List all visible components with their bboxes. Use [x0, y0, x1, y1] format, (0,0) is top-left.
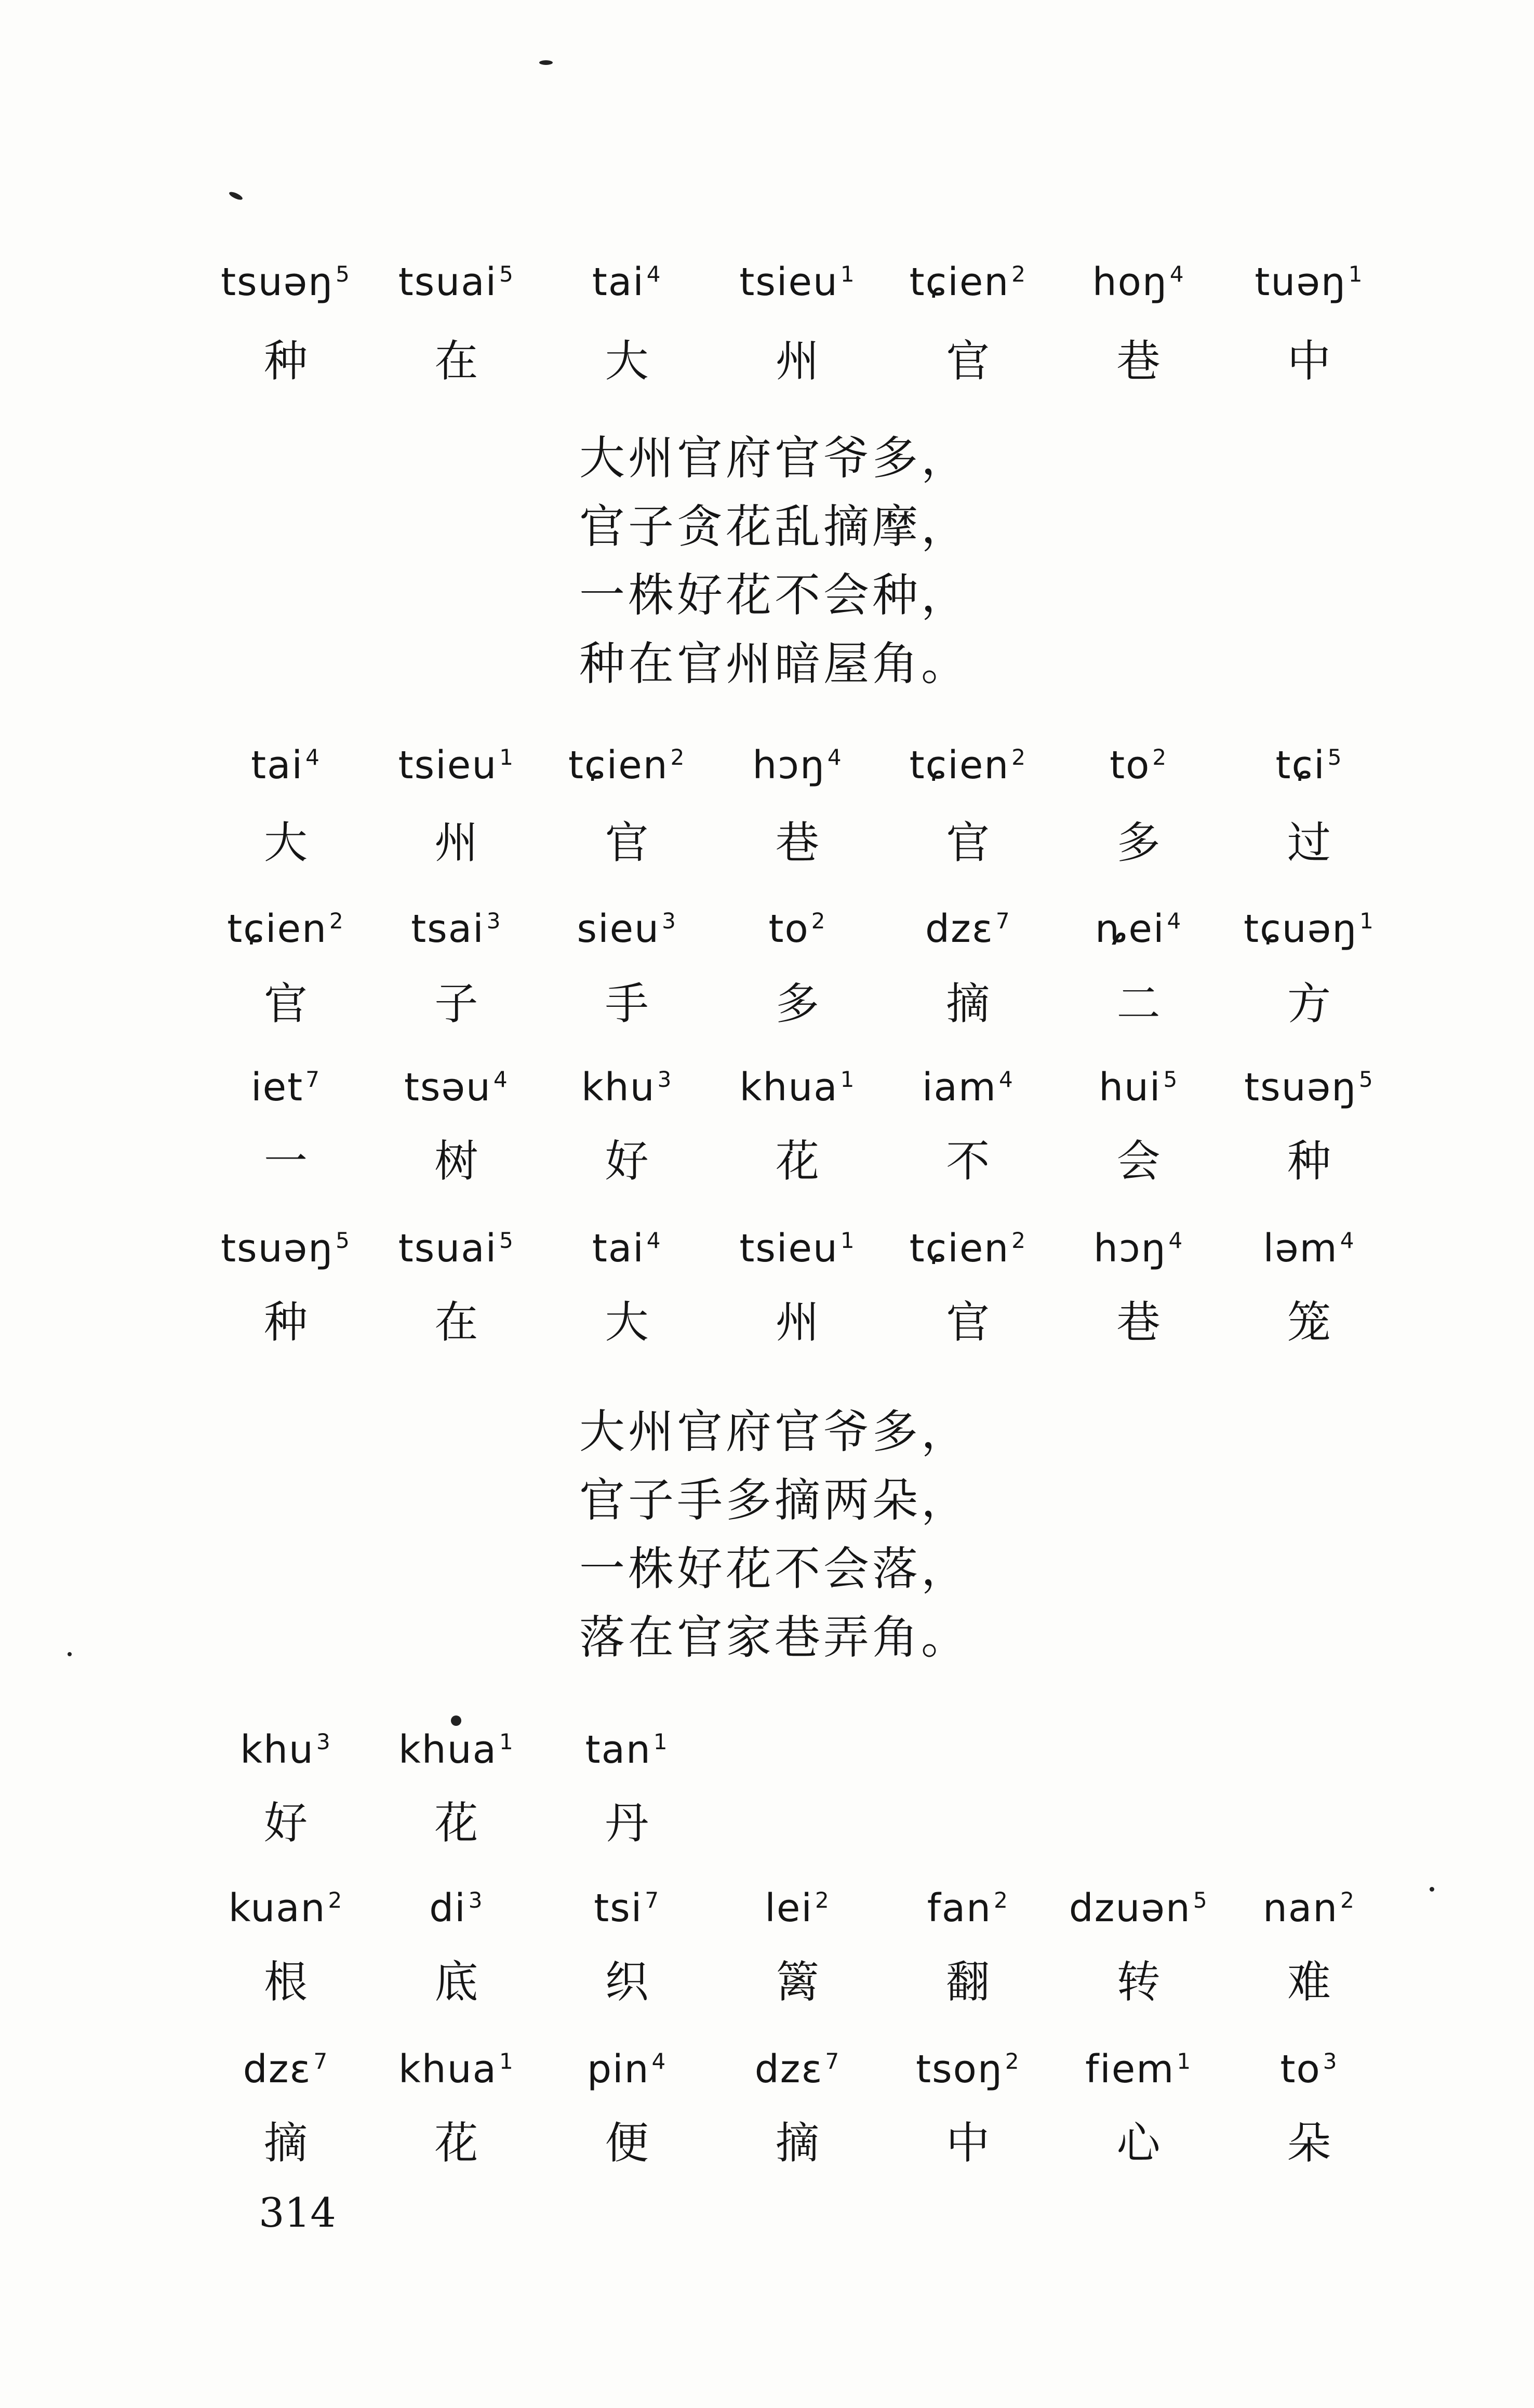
romanized-syllable [1231, 743, 1387, 788]
romanization-row [208, 743, 1387, 788]
verse-line: 落在官家巷弄角。 [579, 1611, 970, 1664]
syllable-text: tsieu [739, 260, 838, 304]
syllable-text: tsuəŋ [221, 1226, 334, 1271]
romanized-syllable [1231, 907, 1387, 951]
tone-number: 4 [827, 744, 843, 770]
tone-number: 2 [329, 908, 344, 934]
chinese-character: 大 [605, 336, 649, 387]
syllable-text: tɕi [1275, 743, 1326, 788]
chinese-character: 花 [434, 2118, 478, 2168]
tone-number: 4 [493, 1067, 509, 1092]
chinese-character: 好 [263, 1798, 308, 1848]
empty-cell [1061, 1727, 1217, 1772]
syllable-text: dzɛ [925, 907, 994, 951]
syllable-text: dzɛ [754, 2047, 823, 2092]
chinese-character: 官 [946, 336, 990, 387]
romanized-syllable [719, 743, 875, 788]
tone-number: 1 [1359, 908, 1375, 934]
syllable-text: tsuəŋ [221, 260, 334, 304]
syllable-text: tsuai [398, 260, 498, 304]
chinese-character: 巷 [775, 817, 819, 868]
chinese-character: 官 [605, 817, 649, 868]
romanized-syllable [1061, 2047, 1217, 2092]
tone-number: 1 [1177, 2048, 1192, 2074]
verse-line: 大州官府官爷多， [579, 431, 970, 485]
chinese-character: 官 [946, 1297, 990, 1348]
romanized-syllable [1231, 1886, 1387, 1931]
tone-number: 3 [468, 1887, 484, 1913]
tone-number: 2 [1011, 744, 1027, 770]
tone-number: 4 [651, 2048, 667, 2074]
empty-cell [719, 1788, 875, 1851]
romanized-syllable [208, 907, 364, 951]
syllable-text: tsi [594, 1886, 643, 1931]
romanized-syllable [719, 1226, 875, 1271]
verse-line: 官子手多摘两朵， [579, 1473, 970, 1527]
chinese-character: 篱 [775, 1957, 819, 2007]
romanized-syllable [208, 1727, 364, 1772]
romanized-syllable [378, 260, 534, 304]
tone-number: 5 [1359, 1067, 1374, 1092]
syllable-text: tɕien [227, 907, 327, 951]
chinese-character: 官 [946, 817, 990, 868]
romanized-syllable [208, 743, 364, 788]
syllable-text: tsai [411, 907, 485, 951]
syllable-text: hɔŋ [1093, 1226, 1167, 1271]
romanized-syllable [549, 1065, 705, 1110]
page-number: 314 [259, 2190, 336, 2237]
romanized-syllable [719, 2047, 875, 2092]
romanized-syllable [378, 2047, 534, 2092]
verse-line: 一株好花不会落， [579, 1542, 970, 1595]
tone-number: 4 [998, 1067, 1014, 1092]
romanized-syllable [1061, 1886, 1217, 1931]
syllable-text: to [1280, 2047, 1321, 2092]
romanized-syllable [208, 1065, 364, 1110]
syllable-text: tsieu [739, 1226, 838, 1271]
tone-number: 7 [995, 908, 1011, 934]
tone-number: 1 [499, 744, 514, 770]
tone-number: 2 [328, 1887, 343, 1913]
romanized-syllable [549, 907, 705, 951]
syllable-text: dzuən [1069, 1886, 1191, 1931]
romanized-syllable [1061, 260, 1217, 304]
chinese-character: 大 [263, 817, 308, 868]
romanized-syllable [890, 1226, 1046, 1271]
character-row [208, 1788, 1387, 1851]
syllable-text: khu [581, 1065, 656, 1110]
romanized-syllable [549, 1886, 705, 1931]
syllable-text: fiem [1085, 2047, 1175, 2092]
chinese-character: 子 [434, 978, 478, 1029]
romanization-row [208, 907, 1387, 951]
tone-number: 1 [840, 261, 856, 287]
syllable-text: iet [251, 1065, 304, 1110]
chinese-character: 巷 [1116, 336, 1160, 387]
syllable-text: khu [240, 1727, 314, 1772]
syllable-text: nan [1263, 1886, 1339, 1931]
tone-number: 2 [811, 908, 826, 934]
romanization-row [208, 1886, 1387, 1931]
character-row [208, 1947, 1387, 2010]
romanized-syllable [890, 743, 1046, 788]
syllable-text: khua [739, 1065, 838, 1110]
ink-speck [228, 191, 244, 202]
tone-number: 5 [1327, 744, 1343, 770]
empty-cell [1061, 1788, 1217, 1851]
romanized-syllable [378, 907, 534, 951]
chinese-character: 丹 [605, 1798, 649, 1848]
syllable-text: to [768, 907, 809, 951]
chinese-character: 种 [263, 1297, 308, 1348]
tone-number: 2 [994, 1887, 1009, 1913]
chinese-character: 朵 [1287, 2118, 1331, 2168]
chinese-character: 织 [605, 1957, 649, 2007]
tone-number: 5 [499, 1228, 514, 1253]
romanized-syllable [378, 1226, 534, 1271]
romanized-syllable [208, 1886, 364, 1931]
romanized-syllable [378, 743, 534, 788]
romanized-syllable [549, 2047, 705, 2092]
syllable-text: tsəu [404, 1065, 491, 1110]
empty-cell [1231, 1727, 1387, 1772]
tone-number: 2 [670, 744, 686, 770]
romanized-syllable [890, 907, 1046, 951]
character-row [208, 808, 1387, 871]
tone-number: 2 [815, 1887, 830, 1913]
verse-line: 大州官府官爷多， [579, 1405, 970, 1458]
tone-number: 7 [825, 2048, 841, 2074]
tone-number: 1 [499, 2048, 514, 2074]
empty-cell [719, 1727, 875, 1772]
romanization-row [208, 2047, 1387, 2092]
chinese-character: 摘 [946, 978, 990, 1029]
romanized-syllable [719, 1065, 875, 1110]
chinese-character: 州 [434, 817, 478, 868]
chinese-character: 方 [1287, 978, 1331, 1029]
tone-number: 2 [1340, 1887, 1355, 1913]
syllable-text: tai [592, 1226, 645, 1271]
chinese-character: 难 [1287, 1957, 1331, 2007]
syllable-text: tsoŋ [916, 2047, 1003, 2092]
chinese-character: 摘 [775, 2118, 819, 2168]
chinese-character: 巷 [1116, 1297, 1160, 1348]
romanized-syllable [1061, 1226, 1217, 1271]
syllable-text: lei [765, 1886, 813, 1931]
romanized-syllable [890, 1886, 1046, 1931]
syllable-text: hui [1099, 1065, 1162, 1110]
romanized-syllable [1231, 1065, 1387, 1110]
romanized-syllable [378, 1065, 534, 1110]
syllable-text: tɕien [568, 743, 669, 788]
syllable-text: fan [927, 1886, 992, 1931]
syllable-text: to [1110, 743, 1151, 788]
romanized-syllable [890, 1065, 1046, 1110]
verse-line: 官子贪花乱摘摩， [579, 500, 970, 553]
verse-stanza [579, 1398, 970, 1672]
chinese-character: 会 [1116, 1136, 1160, 1187]
tone-number: 2 [1152, 744, 1168, 770]
romanized-syllable [1231, 260, 1387, 304]
romanized-syllable [1061, 907, 1217, 951]
chinese-character: 多 [1116, 817, 1160, 868]
tone-number: 4 [646, 261, 662, 287]
chinese-character: 树 [434, 1136, 478, 1187]
romanization-row [208, 260, 1387, 304]
romanized-syllable [378, 1886, 534, 1931]
tone-number: 4 [646, 1228, 662, 1253]
romanized-syllable [890, 260, 1046, 304]
chinese-character: 多 [775, 978, 819, 1029]
syllable-text: tai [251, 743, 304, 788]
tone-number: 3 [657, 1067, 673, 1092]
syllable-text: kuan [228, 1886, 326, 1931]
tone-number: 1 [499, 1729, 514, 1754]
syllable-text: tai [592, 260, 645, 304]
empty-cell [1231, 1788, 1387, 1851]
tone-number: 7 [305, 1067, 321, 1092]
character-row [208, 2108, 1387, 2171]
syllable-text: sieu [577, 907, 660, 951]
tone-number: 3 [316, 1729, 331, 1754]
tone-number: 5 [1163, 1067, 1179, 1092]
tone-number: 2 [1011, 1228, 1027, 1253]
syllable-text: dzɛ [243, 2047, 312, 2092]
character-row [208, 969, 1387, 1032]
tone-number: 1 [840, 1228, 856, 1253]
character-row [208, 1126, 1387, 1189]
tone-number: 1 [840, 1067, 856, 1092]
empty-cell [890, 1727, 1046, 1772]
chinese-character: 官 [263, 978, 308, 1029]
romanized-syllable [378, 1727, 534, 1772]
romanization-row [208, 1065, 1387, 1110]
romanized-syllable [549, 260, 705, 304]
chinese-character: 花 [775, 1136, 819, 1187]
verse-line: 种在官州暗屋角。 [579, 637, 970, 690]
romanized-syllable [719, 1886, 875, 1931]
character-row [208, 1287, 1387, 1350]
romanized-syllable [1061, 743, 1217, 788]
syllable-text: tsuai [398, 1226, 498, 1271]
tone-number: 2 [1005, 2048, 1020, 2074]
syllable-text: tuəŋ [1255, 260, 1346, 304]
tone-number: 7 [645, 1887, 660, 1913]
ink-speck [68, 1652, 72, 1656]
chinese-character: 手 [605, 978, 649, 1029]
romanized-syllable [208, 260, 364, 304]
chinese-character: 大 [605, 1297, 649, 1348]
syllable-text: tɕuəŋ [1244, 907, 1358, 951]
tone-number: 4 [1169, 261, 1185, 287]
syllable-text: di [429, 1886, 466, 1931]
romanization-row [208, 1727, 1387, 1772]
tone-number: 2 [1011, 261, 1027, 287]
character-row [208, 326, 1387, 389]
chinese-character: 翻 [946, 1957, 990, 2007]
tone-number: 3 [486, 908, 502, 934]
romanized-syllable [719, 907, 875, 951]
syllable-text: hɔŋ [752, 743, 825, 788]
tone-number: 1 [653, 1729, 669, 1754]
romanized-syllable [1231, 1226, 1387, 1271]
romanized-syllable [1061, 1065, 1217, 1110]
syllable-text: ləm [1263, 1226, 1338, 1271]
chinese-character: 一 [263, 1136, 308, 1187]
romanized-syllable [719, 260, 875, 304]
romanized-syllable [549, 1226, 705, 1271]
syllable-text: tɕien [909, 1226, 1010, 1271]
tone-number: 4 [1168, 1228, 1184, 1253]
chinese-character: 二 [1116, 978, 1160, 1029]
syllable-text: tɕien [909, 743, 1010, 788]
syllable-text: iam [922, 1065, 997, 1110]
chinese-character: 中 [946, 2118, 990, 2168]
chinese-character: 州 [775, 1297, 819, 1348]
chinese-character: 种 [1287, 1136, 1331, 1187]
romanized-syllable [549, 743, 705, 788]
tone-number: 3 [662, 908, 677, 934]
chinese-character: 种 [263, 336, 308, 387]
ink-speck [451, 1715, 461, 1726]
ink-speck [1430, 1887, 1434, 1892]
tone-number: 1 [1348, 261, 1364, 287]
romanized-syllable [1231, 2047, 1387, 2092]
chinese-character: 心 [1116, 2118, 1160, 2168]
chinese-character: 州 [775, 336, 819, 387]
chinese-character: 在 [434, 1297, 478, 1348]
verse-line: 一株好花不会种， [579, 568, 970, 622]
syllable-text: pin [587, 2047, 650, 2092]
syllable-text: tsuəŋ [1244, 1065, 1357, 1110]
romanized-syllable [890, 2047, 1046, 2092]
romanization-row [208, 1226, 1387, 1271]
verse-stanza [579, 424, 970, 698]
romanized-syllable [549, 1727, 705, 1772]
empty-cell [890, 1788, 1046, 1851]
tone-number: 5 [1193, 1887, 1208, 1913]
syllable-text: khua [398, 1727, 497, 1772]
tone-number: 3 [1323, 2048, 1338, 2074]
chinese-character: 转 [1116, 1957, 1160, 2007]
chinese-character: 在 [434, 336, 478, 387]
syllable-text: hoŋ [1092, 260, 1168, 304]
chinese-character: 便 [605, 2118, 649, 2168]
romanized-syllable [208, 1226, 364, 1271]
chinese-character: 过 [1287, 817, 1331, 868]
romanized-syllable [208, 2047, 364, 2092]
chinese-character: 摘 [263, 2118, 308, 2168]
ink-speck [539, 60, 553, 65]
chinese-character: 好 [605, 1136, 649, 1187]
chinese-character: 底 [434, 1957, 478, 2007]
tone-number: 4 [1340, 1228, 1355, 1253]
syllable-text: khua [398, 2047, 497, 2092]
tone-number: 5 [499, 261, 514, 287]
chinese-character: 不 [946, 1136, 990, 1187]
chinese-character: 花 [434, 1798, 478, 1848]
syllable-text: tsieu [398, 743, 498, 788]
syllable-text: ȵei [1095, 907, 1165, 951]
chinese-character: 笼 [1287, 1297, 1331, 1348]
tone-number: 4 [1167, 908, 1182, 934]
tone-number: 7 [313, 2048, 329, 2074]
syllable-text: tan [585, 1727, 651, 1772]
syllable-text: tɕien [909, 260, 1010, 304]
tone-number: 4 [305, 744, 321, 770]
chinese-character: 根 [263, 1957, 308, 2007]
chinese-character: 中 [1287, 336, 1331, 387]
tone-number: 5 [336, 261, 351, 287]
tone-number: 5 [336, 1228, 351, 1253]
